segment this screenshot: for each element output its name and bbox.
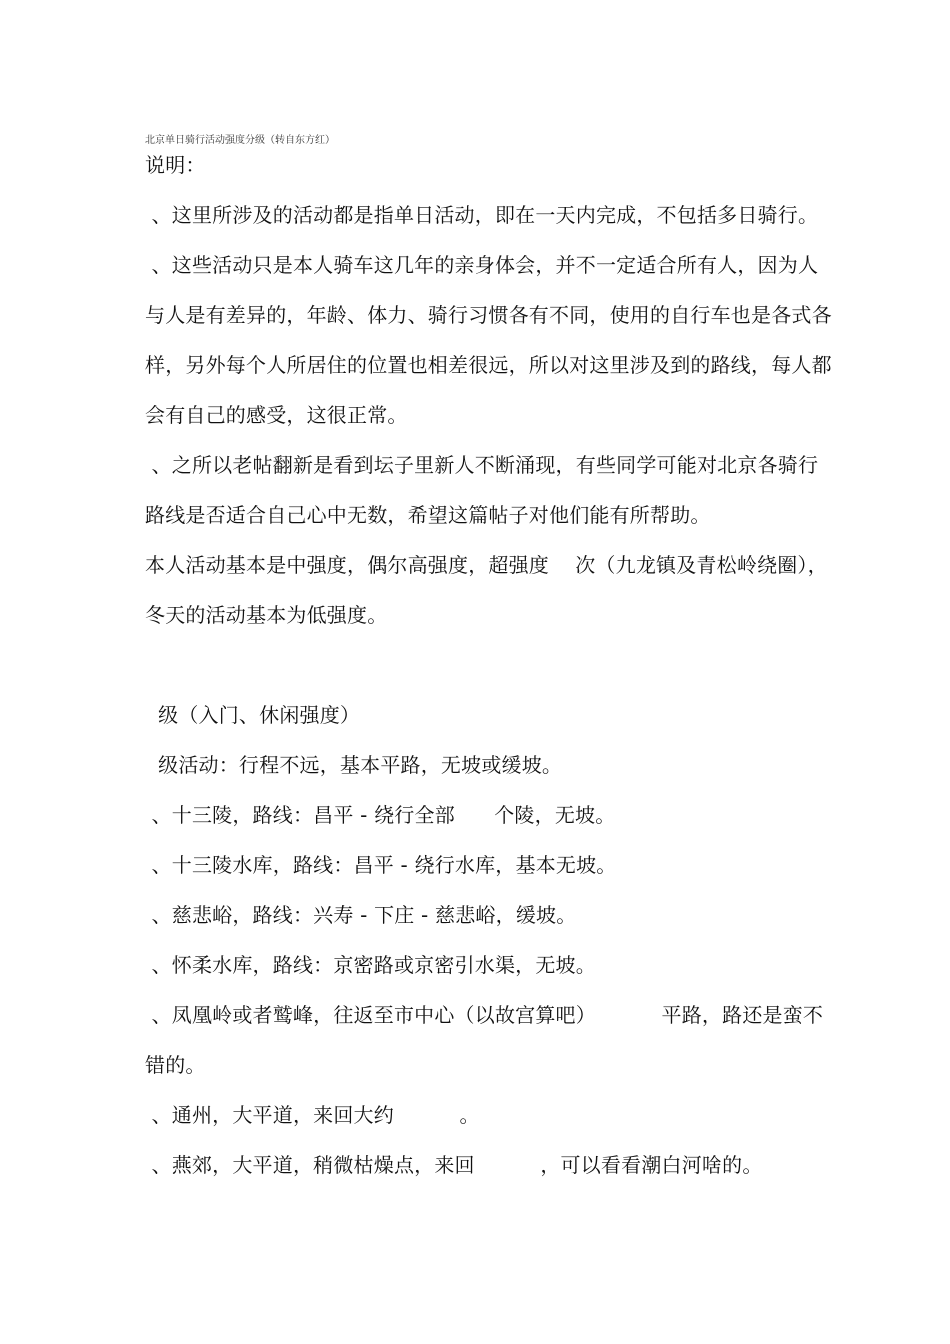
text-line-7: 、之所以老帖翻新是看到坛子里新人不断涌现，有些同学可能对北京各骑行 [145, 453, 819, 477]
text-line-21: 、燕郊，大平道，稍微枯燥点，来回 ，可以看看潮白河啥的。 [145, 1153, 763, 1177]
text-line-15: 、十三陵水库，路线：昌平 - 绕行水库，基本无坡。 [145, 853, 617, 877]
text-line-17: 、怀柔水库，路线：京密路或京密引水渠，无坡。 [145, 953, 596, 977]
text-line-8: 路线是否适合自己心中无数，希望这篇帖子对他们能有所帮助。 [145, 503, 711, 527]
text-line-14: 、十三陵，路线：昌平 - 绕行全部 个陵，无坡。 [145, 803, 616, 827]
text-line-16: 、慈悲峪，路线：兴寿 - 下庄 - 慈悲峪，缓坡。 [145, 903, 577, 927]
text-line-4: 与人是有差异的，年龄、体力、骑行习惯各有不同，使用的自行车也是各式各 [145, 303, 832, 327]
text-line-3: 、这些活动只是本人骑车这几年的亲身体会，并不一定适合所有人，因为人 [145, 253, 819, 277]
text-line-5: 样，另外每个人所居住的位置也相差很远，所以对这里涉及到的路线，每人都 [145, 353, 832, 377]
text-line-12: 级（入门、休闲强度） [145, 703, 361, 727]
text-line-20: 、通州，大平道，来回大约 。 [145, 1103, 480, 1127]
text-line-1: 说明： [145, 153, 206, 177]
text-line-9: 本人活动基本是中强度，偶尔高强度，超强度 次（九龙镇及青松岭绕圈）， [145, 553, 828, 577]
document-header: 北京单日骑行活动强度分级（转自东方红） [145, 135, 335, 146]
text-line-2: 、这里所涉及的活动都是指单日活动，即在一天内完成，不包括多日骑行。 [145, 203, 819, 227]
text-line-10: 冬天的活动基本为低强度。 [145, 603, 388, 627]
text-line-13: 级活动：行程不远，基本平路，无坡或缓坡。 [145, 753, 563, 777]
text-line-18: 、凤凰岭或者鹫峰，往返至市中心（以故宫算吧） 平路，路还是蛮不 [145, 1003, 824, 1027]
text-line-6: 会有自己的感受，这很正常。 [145, 403, 408, 427]
text-line-19: 错的。 [145, 1053, 206, 1077]
